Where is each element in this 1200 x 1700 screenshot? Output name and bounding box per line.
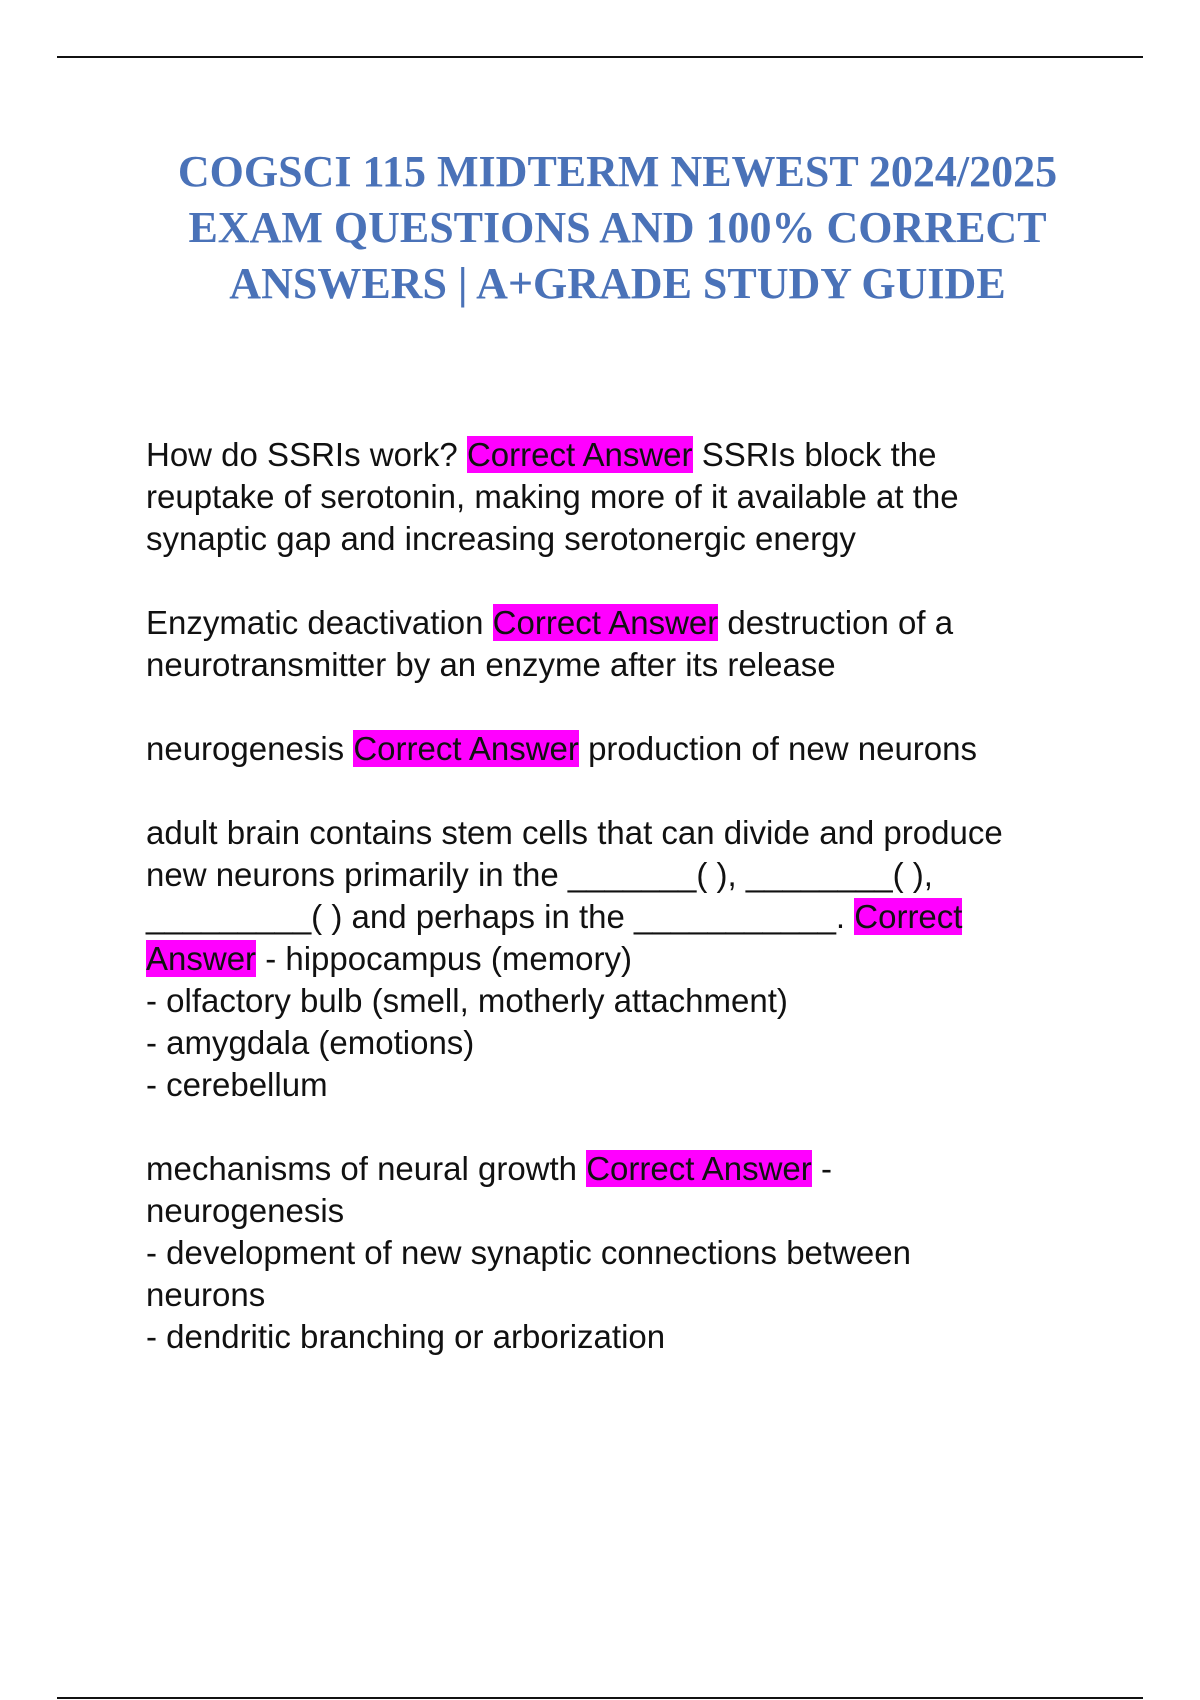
answer-text: neurotransmitter by an enzyme after its release bbox=[146, 646, 836, 683]
top-divider bbox=[57, 56, 1143, 58]
answer-text: - bbox=[820, 1150, 832, 1187]
question-text: _________( ) and perhaps in the ___________. bbox=[146, 898, 846, 935]
question-text: neurogenesis bbox=[146, 730, 345, 767]
answer-text: neurons bbox=[146, 1276, 266, 1313]
answer-text: - olfactory bulb (smell, motherly attachment) bbox=[146, 982, 788, 1019]
qa-item-adult-stem-cells bbox=[146, 812, 1101, 1106]
answer-text: - hippocampus (memory) bbox=[265, 940, 632, 977]
document-title: COGSCI 115 MIDTERM NEWEST 2024/2025 EXAM QUESTIONS AND 100% CORRECT ANSWERS | A+GRADE STUDY GUIDE bbox=[177, 147, 1058, 308]
answer-text: - amygdala (emotions) bbox=[146, 1024, 475, 1061]
correct-answer-marker: Correct Answer bbox=[466, 436, 693, 473]
correct-answer-marker: Answer bbox=[146, 940, 257, 977]
qa-line bbox=[146, 938, 1101, 980]
answer-text: - cerebellum bbox=[146, 1066, 328, 1103]
question-text: Enzymatic deactivation bbox=[146, 604, 484, 641]
question-text: new neurons primarily in the _______( ), ________( ), bbox=[146, 856, 933, 893]
correct-answer-marker: Correct bbox=[854, 898, 963, 935]
qa-line bbox=[146, 434, 1101, 476]
answer-text: production of new neurons bbox=[588, 730, 978, 767]
qa-item-neurogenesis bbox=[146, 728, 1101, 770]
question-text: How do SSRIs work? bbox=[146, 436, 458, 473]
question-text: mechanisms of neural growth bbox=[146, 1150, 578, 1187]
qa-line bbox=[146, 602, 1101, 644]
correct-answer-marker: Correct Answer bbox=[492, 604, 719, 641]
answer-text: SSRIs block the bbox=[701, 436, 937, 473]
answer-text: - development of new synaptic connections between bbox=[146, 1234, 911, 1271]
qa-list bbox=[146, 434, 1101, 1400]
qa-item-enzymatic-deactivation bbox=[146, 602, 1101, 686]
correct-answer-marker: Correct Answer bbox=[353, 730, 579, 767]
answer-text: reuptake of serotonin, making more of it available at the bbox=[146, 478, 959, 515]
qa-line bbox=[146, 896, 1101, 938]
answer-text: neurogenesis bbox=[146, 1192, 345, 1229]
answer-text: - dendritic branching or arborization bbox=[146, 1318, 666, 1355]
qa-item-neural-growth bbox=[146, 1148, 1101, 1358]
answer-text: synaptic gap and increasing serotonergic energy bbox=[146, 520, 856, 557]
correct-answer-marker: Correct Answer bbox=[586, 1150, 812, 1187]
qa-line bbox=[146, 1148, 1101, 1190]
answer-text: destruction of a bbox=[727, 604, 954, 641]
qa-item-ssri bbox=[146, 434, 1101, 560]
qa-line bbox=[146, 728, 1101, 770]
bottom-divider bbox=[57, 1697, 1143, 1699]
question-text: adult brain contains stem cells that can divide and produce bbox=[146, 814, 1003, 851]
